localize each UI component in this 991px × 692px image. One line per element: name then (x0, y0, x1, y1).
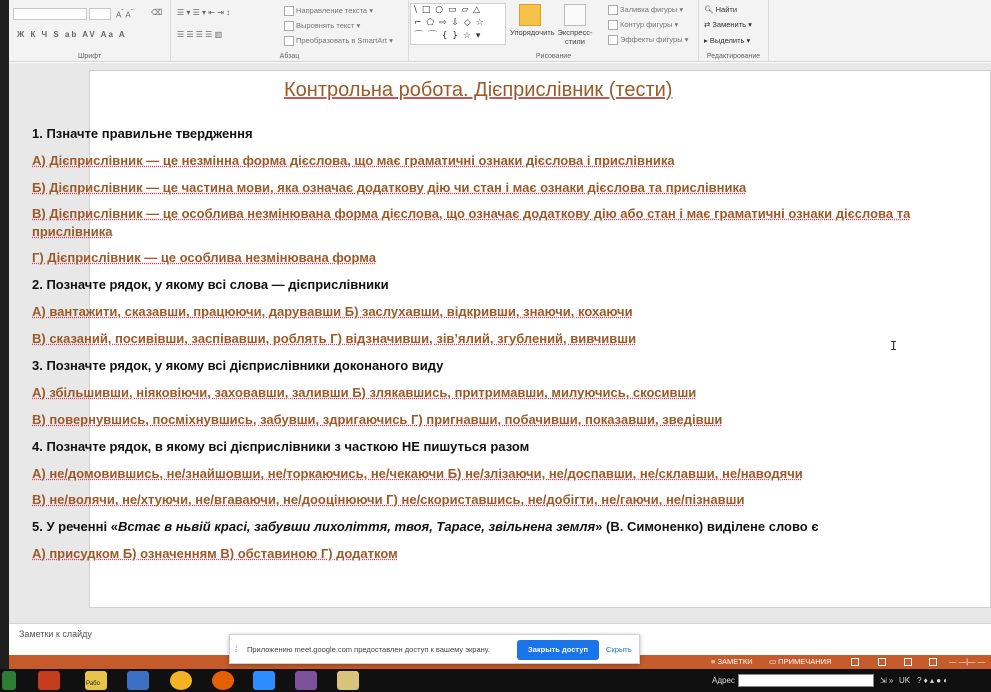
question-1-option-d[interactable]: Г) Дієприслівник — це особлива незмінювана форма (32, 250, 376, 265)
font-size-box[interactable] (89, 8, 111, 20)
address-go-icon[interactable]: ⇲ » (880, 676, 894, 685)
align-text-button[interactable]: Выровнять текст ▾ (284, 21, 360, 31)
screen-share-banner (229, 634, 640, 664)
address-label: Адрес (712, 676, 735, 685)
slide-content (9, 63, 991, 623)
quick-styles-icon (564, 4, 586, 26)
powerpoint-taskbar-icon[interactable] (38, 671, 60, 690)
outline-icon (608, 20, 618, 30)
arrange-icon (519, 4, 541, 26)
font-name-box[interactable] (13, 8, 87, 20)
taskbar (0, 669, 991, 692)
drawing-group (409, 0, 699, 62)
question-3[interactable]: 3. Позначте рядок, у якому всі дієприслівники доконаного виду (32, 358, 444, 373)
replace-button[interactable]: ⇄ Заменить ▾ (704, 20, 752, 29)
drawing-group-label: Рисование (535, 53, 572, 60)
question-1-option-a[interactable]: А) Дієприслівник — це незмінна форма дієслова, що має граматичні ознаки дієслова і прислівника (32, 153, 675, 168)
question-3-options-cd[interactable]: В) повернувшись, посміхнувшись, забувши, здригаючись Г) пригнавши, побачивши, показавши, зведівши (32, 412, 723, 427)
editing-group-label: Редактирование (706, 53, 761, 60)
question-3-options-ab[interactable]: А) збільшивши, ніяковіючи, заховавши, заливши Б) злякавшись, притримавши, милуючись, скосивши (32, 385, 697, 400)
question-1-option-c-line1[interactable]: В) Дієприслівник — це особлива незмінювана форма дієслова, що означає додаткову дію або стан і має граматичні ознаки дієслова та (32, 206, 911, 221)
drag-handle-icon[interactable]: ⁞ (235, 644, 238, 654)
font-format-buttons[interactable]: Ж К Ч S ab AV Aa A (17, 30, 127, 39)
smartart-icon (284, 36, 294, 46)
share-message: Приложению meet.google.com предоставлен доступ к вашему экрану. (247, 645, 490, 654)
zoom-taskbar-icon[interactable] (253, 671, 275, 690)
shape-fill-button[interactable]: Заливка фигуры ▾ (608, 5, 683, 15)
grow-shrink-font-icons[interactable]: $A^ˆ$ $A^ˇ$ (116, 9, 133, 20)
tray-icons[interactable]: ? ♦ ▴ ● ◐ (917, 676, 949, 685)
align-text-icon (284, 21, 294, 31)
folder-taskbar-label: Рабо (86, 681, 100, 687)
stop-sharing-button[interactable]: Закрыть доступ (517, 640, 599, 660)
clear-format-icon[interactable]: ⌫ (151, 8, 163, 17)
comments-toggle[interactable]: ▭ ПРИМЕЧАНИЯ (769, 657, 832, 666)
window-left-edge (0, 0, 9, 692)
normal-view-icon[interactable] (851, 658, 859, 666)
question-2[interactable]: 2. Позначте рядок, у якому всі слова — дієприслівники (32, 277, 389, 292)
font-group (9, 0, 171, 62)
find-icon: 🔍︎ (704, 5, 714, 14)
question-5[interactable] (32, 518, 819, 536)
language-indicator[interactable]: UK (899, 676, 911, 685)
shapes-gallery[interactable]: \ □ ○ ▭ ▱ △ ⌐ ⬠ ⇨ ⇩ ◇ ☆ ⌒ ⌒ { } ☆ ▾ (410, 3, 506, 45)
text-direction-icon (284, 6, 294, 16)
hide-banner-link[interactable]: Скрыть (606, 645, 632, 654)
align-icons[interactable]: ☰ ☰ ☰ ☰ ▥ (177, 30, 223, 39)
ribbon (9, 0, 991, 62)
address-bar-input[interactable] (738, 674, 874, 687)
question-5-suffix: » (В. Симоненко) виділене слово є (595, 519, 819, 534)
notes-toggle[interactable]: ≡ ЗАМЕТКИ (711, 657, 753, 666)
zoom-slider[interactable]: — —|— — (949, 657, 986, 666)
question-4[interactable]: 4. Позначте рядок, в якому всі дієприслівники з часткою НЕ пишуться разом (32, 439, 530, 454)
question-4-options-cd[interactable]: В) не/волячи, не/хтуючи, не/вгаваючи, не/дооцінюючи Г) не/скориставшись, не/добігти, не/гаючи, не/пізнавши (32, 492, 745, 507)
viber-taskbar-icon[interactable] (295, 671, 317, 690)
effects-icon (608, 35, 618, 45)
question-1[interactable]: 1. Пзначте правильне твердження (32, 126, 253, 141)
start-button[interactable] (2, 671, 16, 690)
question-1-option-c-line2[interactable]: прислівника (32, 224, 113, 239)
text-direction-button[interactable]: Направление текста ▾ (284, 6, 373, 16)
shape-effects-button[interactable]: Эффекты фигуры ▾ (608, 35, 688, 45)
question-5-options[interactable]: А) присудком Б) означенням В) обставиною Г) додатком (32, 546, 398, 561)
slideshow-icon[interactable] (929, 658, 937, 666)
question-2-options-ab[interactable]: А) вантажити, сказавши, працюючи, дарувавши Б) заслухавши, відкривши, знаючи, кохаючи (32, 304, 633, 319)
quick-styles-button[interactable]: Экспресс-стили (555, 4, 595, 46)
question-2-options-cd[interactable]: В) сказаний, посивівши, заспівавши, роблять Г) відзначивши, зів’ялий, згублений, вивчивши (32, 331, 637, 346)
shape-outline-button[interactable]: Контур фигуры ▾ (608, 20, 678, 30)
find-button[interactable]: 🔍︎ Найти (704, 5, 738, 14)
select-button[interactable]: ▸ Выделить ▾ (704, 36, 751, 45)
editing-group (699, 0, 769, 62)
firefox-taskbar-icon[interactable] (212, 671, 234, 690)
slide-title[interactable]: Контрольна робота. Дієприслівник (тести) (284, 79, 673, 101)
media-player-taskbar-icon[interactable] (127, 671, 149, 690)
font-group-label: Шрифт (77, 53, 102, 60)
text-cursor-icon: I (890, 339, 898, 353)
list-icons[interactable]: ☰ ▾ ☰ ▾ ⇤ ⇥ ↕ (177, 8, 231, 17)
notes-placeholder: Заметки к слайду (19, 629, 92, 639)
reading-view-icon[interactable] (904, 658, 912, 666)
smartart-button[interactable]: Преобразовать в SmartArt ▾ (284, 36, 393, 46)
question-4-options-ab[interactable]: А) не/домовившись, не/знайшовши, не/торкаючись, не/чекаючи Б) не/злізаючи, не/доспавши, не/склавши, не/наводячи (32, 466, 803, 481)
question-1-option-b[interactable]: Б) Дієприслівник — це частина мови, яка означає додаткову дію чи стан і має ознаки дієслова та прислівника (32, 180, 747, 195)
fill-icon (608, 5, 618, 15)
paragraph-group (171, 0, 409, 62)
question-5-prefix: 5. У реченні « (32, 519, 118, 534)
slide-editor-area (9, 63, 991, 623)
file-taskbar-icon[interactable] (337, 671, 359, 690)
paragraph-group-label: Абзац (279, 53, 300, 60)
arrange-button[interactable]: Упорядочить (510, 4, 550, 37)
replace-icon: ⇄ (704, 20, 711, 29)
slide-sorter-icon[interactable] (878, 658, 886, 666)
vlc-taskbar-icon[interactable] (170, 671, 192, 690)
select-icon: ▸ (704, 36, 708, 45)
question-5-quote: Встає в ньвій красі, забувши лихоліття, твоя, Тарасе, звільнена земля (117, 519, 596, 534)
